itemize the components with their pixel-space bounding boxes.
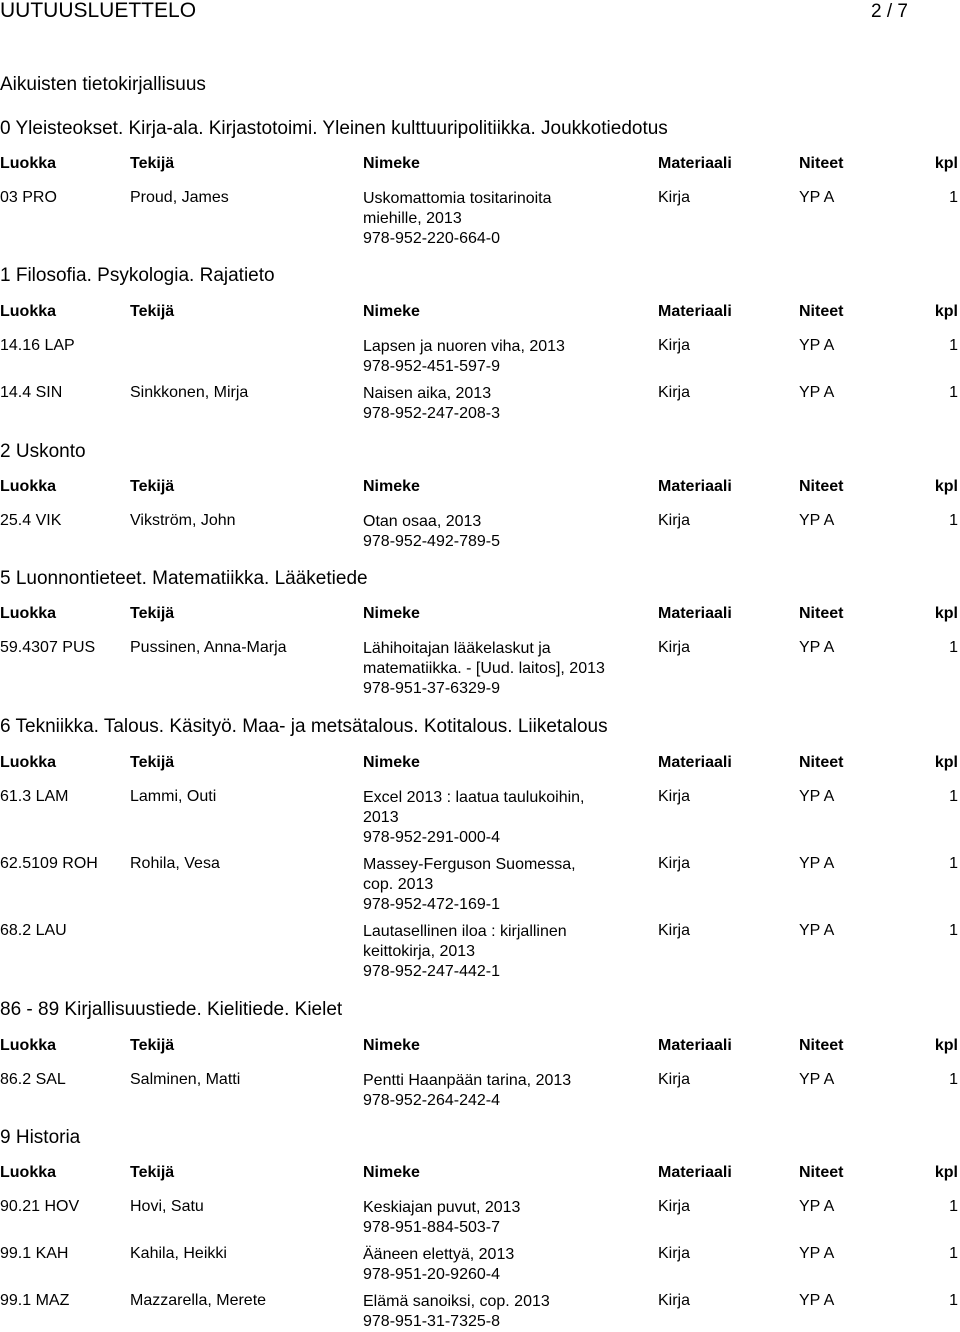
nimeke-line: 2013 (363, 809, 399, 826)
isbn: 978-952-451-597-9 (363, 358, 500, 375)
nimeke-line: Naisen aika, 2013 (363, 385, 492, 402)
isbn: 978-952-472-169-1 (363, 896, 500, 913)
materiaali: Kirja (658, 1198, 691, 1215)
isbn: 978-951-31-7325-8 (363, 1313, 500, 1330)
tekija: Salminen, Matti (130, 1071, 241, 1088)
col-tekija: Tekijä (130, 754, 175, 771)
col-tekija: Tekijä (130, 605, 175, 622)
section-title: 6 Tekniikka. Talous. Käsityö. Maa- ja metsätalous. Kotitalous. Liiketalous (0, 716, 608, 737)
nimeke-line: Lautasellinen iloa : kirjallinen (363, 923, 567, 940)
nimeke-line: miehille, 2013 (363, 210, 462, 227)
nimeke-line: Excel 2013 : laatua taulukoihin, (363, 789, 585, 806)
isbn: 978-952-247-208-3 (363, 405, 500, 422)
kpl: 1 (949, 855, 958, 872)
col-kpl: kpl (934, 1164, 958, 1181)
niteet: YP A (799, 922, 835, 939)
nimeke (363, 189, 623, 249)
column-header-row (0, 605, 960, 627)
nimeke (363, 1292, 623, 1332)
col-luokka: Luokka (0, 754, 57, 771)
col-tekija: Tekijä (130, 1037, 175, 1054)
col-niteet: Niteet (799, 1164, 844, 1181)
tekija: Rohila, Vesa (130, 855, 220, 872)
col-materiaali: Materiaali (658, 303, 732, 320)
isbn: 978-951-884-503-7 (363, 1219, 500, 1236)
col-niteet: Niteet (799, 1037, 844, 1054)
materiaali: Kirja (658, 189, 691, 206)
nimeke-line: Lähihoitajan lääkelaskut ja (363, 640, 551, 657)
luokka: 90.21 HOV (0, 1198, 80, 1215)
materiaali: Kirja (658, 512, 691, 529)
col-kpl: kpl (934, 303, 958, 320)
tekija: Pussinen, Anna-Marja (130, 639, 287, 656)
column-header-row (0, 303, 960, 325)
section-title: 5 Luonnontieteet. Matematiikka. Lääketiede (0, 568, 368, 589)
col-luokka: Luokka (0, 155, 57, 172)
col-kpl: kpl (934, 155, 958, 172)
col-niteet: Niteet (799, 754, 844, 771)
nimeke-line: Ääneen elettyä, 2013 (363, 1246, 515, 1263)
nimeke-line: Lapsen ja nuoren viha, 2013 (363, 338, 565, 355)
col-niteet: Niteet (799, 155, 844, 172)
niteet: YP A (799, 1292, 835, 1309)
catalog-title: Aikuisten tietokirjallisuus (0, 74, 206, 95)
luokka: 61.3 LAM (0, 788, 69, 805)
nimeke (363, 639, 623, 699)
materiaali: Kirja (658, 1071, 691, 1088)
nimeke-line: Massey-Ferguson Suomessa, (363, 856, 576, 873)
isbn: 978-952-220-664-0 (363, 230, 500, 247)
section-title: 0 Yleisteokset. Kirja-ala. Kirjastotoimi. Yleinen kulttuuripolitiikka. Joukkotiedotus (0, 118, 668, 139)
luokka: 14.4 SIN (0, 384, 63, 401)
nimeke-line: cop. 2013 (363, 876, 434, 893)
col-luokka: Luokka (0, 1164, 57, 1181)
kpl: 1 (949, 384, 958, 401)
isbn: 978-952-291-000-4 (363, 829, 500, 846)
page-title: UUTUUSLUETTELO (0, 0, 197, 22)
column-header-row (0, 478, 960, 500)
nimeke-line: Keskiajan puvut, 2013 (363, 1199, 521, 1216)
col-kpl: kpl (934, 1037, 958, 1054)
materiaali: Kirja (658, 788, 691, 805)
col-tekija: Tekijä (130, 155, 175, 172)
niteet: YP A (799, 855, 835, 872)
luokka: 62.5109 ROH (0, 855, 98, 872)
kpl: 1 (949, 1071, 958, 1088)
col-materiaali: Materiaali (658, 605, 732, 622)
materiaali: Kirja (658, 639, 691, 656)
luokka: 25.4 VIK (0, 512, 62, 529)
nimeke (363, 788, 623, 848)
column-header-row (0, 1037, 960, 1059)
section-title: 9 Historia (0, 1127, 81, 1148)
tekija: Lammi, Outi (130, 788, 217, 805)
luokka: 03 PRO (0, 189, 57, 206)
isbn: 978-952-264-242-4 (363, 1092, 500, 1109)
col-nimeke: Nimeke (363, 478, 420, 495)
col-materiaali: Materiaali (658, 478, 732, 495)
nimeke (363, 337, 623, 377)
isbn: 978-952-247-442-1 (363, 963, 500, 980)
col-materiaali: Materiaali (658, 155, 732, 172)
col-luokka: Luokka (0, 478, 57, 495)
materiaali: Kirja (658, 337, 691, 354)
kpl: 1 (949, 922, 958, 939)
col-luokka: Luokka (0, 1037, 57, 1054)
niteet: YP A (799, 189, 835, 206)
col-materiaali: Materiaali (658, 754, 732, 771)
col-nimeke: Nimeke (363, 1164, 420, 1181)
tekija: Hovi, Satu (130, 1198, 204, 1215)
nimeke-line: Elämä sanoiksi, cop. 2013 (363, 1293, 550, 1310)
col-kpl: kpl (934, 478, 958, 495)
materiaali: Kirja (658, 1292, 691, 1309)
luokka: 59.4307 PUS (0, 639, 96, 656)
col-nimeke: Nimeke (363, 605, 420, 622)
kpl: 1 (949, 1198, 958, 1215)
luokka: 99.1 MAZ (0, 1292, 70, 1309)
page-number: 2 / 7 (871, 1, 908, 22)
nimeke (363, 1071, 623, 1111)
col-nimeke: Nimeke (363, 155, 420, 172)
luokka: 14.16 LAP (0, 337, 75, 354)
kpl: 1 (949, 1245, 958, 1262)
tekija: Kahila, Heikki (130, 1245, 227, 1262)
column-header-row (0, 155, 960, 177)
nimeke-line: matematiikka. - [Uud. laitos], 2013 (363, 660, 605, 677)
col-tekija: Tekijä (130, 1164, 175, 1181)
nimeke-line: keittokirja, 2013 (363, 943, 476, 960)
luokka: 99.1 KAH (0, 1245, 69, 1262)
luokka: 68.2 LAU (0, 922, 67, 939)
tekija: Vikström, John (130, 512, 236, 529)
materiaali: Kirja (658, 384, 691, 401)
col-materiaali: Materiaali (658, 1037, 732, 1054)
niteet: YP A (799, 1071, 835, 1088)
col-materiaali: Materiaali (658, 1164, 732, 1181)
col-nimeke: Nimeke (363, 754, 420, 771)
materiaali: Kirja (658, 1245, 691, 1262)
nimeke (363, 1198, 623, 1238)
isbn: 978-952-492-789-5 (363, 533, 500, 550)
col-kpl: kpl (934, 605, 958, 622)
nimeke (363, 922, 623, 982)
col-luokka: Luokka (0, 303, 57, 320)
kpl: 1 (949, 189, 958, 206)
kpl: 1 (949, 1292, 958, 1309)
section-title: 1 Filosofia. Psykologia. Rajatieto (0, 265, 275, 286)
column-header-row (0, 754, 960, 776)
col-tekija: Tekijä (130, 303, 175, 320)
col-nimeke: Nimeke (363, 303, 420, 320)
nimeke-line: Otan osaa, 2013 (363, 513, 482, 530)
niteet: YP A (799, 1245, 835, 1262)
nimeke-line: Uskomattomia tositarinoita (363, 190, 552, 207)
isbn: 978-951-20-9260-4 (363, 1266, 500, 1283)
niteet: YP A (799, 1198, 835, 1215)
tekija: Sinkkonen, Mirja (130, 384, 249, 401)
col-tekija: Tekijä (130, 478, 175, 495)
col-luokka: Luokka (0, 605, 57, 622)
tekija: Proud, James (130, 189, 229, 206)
nimeke (363, 855, 623, 915)
nimeke (363, 1245, 623, 1285)
niteet: YP A (799, 384, 835, 401)
niteet: YP A (799, 639, 835, 656)
niteet: YP A (799, 337, 835, 354)
nimeke (363, 512, 623, 552)
materiaali: Kirja (658, 855, 691, 872)
kpl: 1 (949, 639, 958, 656)
col-niteet: Niteet (799, 478, 844, 495)
nimeke-line: Pentti Haanpään tarina, 2013 (363, 1072, 572, 1089)
col-niteet: Niteet (799, 605, 844, 622)
kpl: 1 (949, 788, 958, 805)
col-nimeke: Nimeke (363, 1037, 420, 1054)
section-title: 86 - 89 Kirjallisuustiede. Kielitiede. Kielet (0, 999, 343, 1020)
isbn: 978-951-37-6329-9 (363, 680, 500, 697)
section-title: 2 Uskonto (0, 441, 86, 462)
niteet: YP A (799, 788, 835, 805)
tekija: Mazzarella, Merete (130, 1292, 267, 1309)
column-header-row (0, 1164, 960, 1186)
luokka: 86.2 SAL (0, 1071, 66, 1088)
niteet: YP A (799, 512, 835, 529)
col-kpl: kpl (934, 754, 958, 771)
materiaali: Kirja (658, 922, 691, 939)
nimeke (363, 384, 623, 424)
col-niteet: Niteet (799, 303, 844, 320)
kpl: 1 (949, 512, 958, 529)
kpl: 1 (949, 337, 958, 354)
